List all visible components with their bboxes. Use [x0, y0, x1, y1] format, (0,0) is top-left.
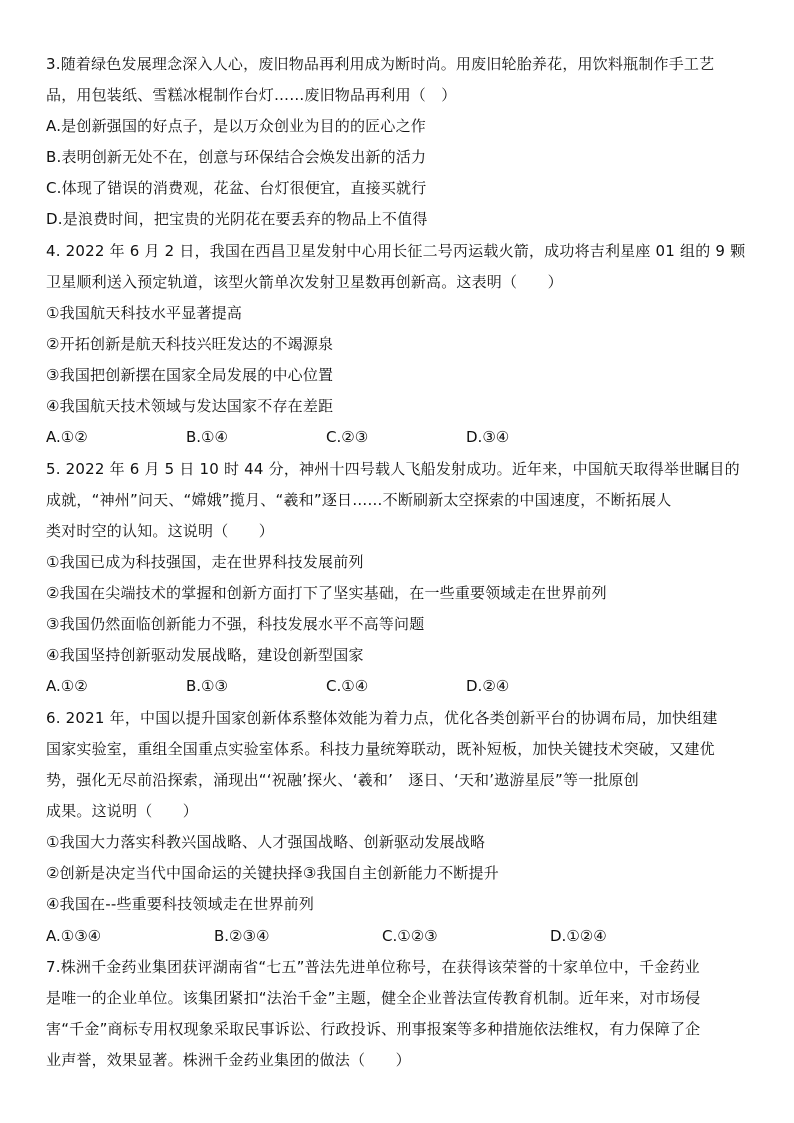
question-3-option-c: C.体现了错误的消费观，花盆、台灯很便宜，直接买就行 — [46, 179, 427, 197]
question-5-stem: 类对时空的认知。这说明（ ） — [46, 522, 275, 540]
question-6-option-b: B.②③④ — [214, 927, 270, 945]
question-4-stem: 卫星顺利送入预定轨道，该型火箭单次发射卫星数再创新高。这表明（ ） — [46, 273, 563, 291]
question-6-statement-1: ①我国大力落实科教兴国战略、人才强国战略、创新驱动发展战略 — [46, 833, 486, 851]
question-4-statement-4: ④我国航天技术领域与发达国家不存在差距 — [46, 397, 334, 415]
question-7-stem: 业声誉，效果显著。株洲千金药业集团的做法（ ） — [46, 1051, 411, 1069]
question-4-statement-3: ③我国把创新摆在国家全局发展的中心位置 — [46, 366, 334, 384]
question-5-option-d: D.②④ — [466, 677, 510, 695]
question-5-option-c: C.①④ — [326, 677, 369, 695]
question-4-option-b: B.①④ — [186, 428, 228, 446]
question-6-stem: 势，强化无尽前沿探索，涌现出“‘祝融’探火、‘羲和’ 逐日、‘天和’遨游星辰”等一批原创 — [46, 771, 639, 789]
question-4-stem: 4. 2022 年 6 月 2 日，我国在西昌卫星发射中心用长征二号丙运载火箭，成功将吉利星座 01 组的 9 颗 — [46, 242, 746, 260]
question-4-statement-1: ①我国航天科技水平显著提高 — [46, 304, 243, 322]
question-6-option-c: C.①②③ — [382, 927, 438, 945]
question-5-statement-1: ①我国已成为科技强国，走在世界科技发展前列 — [46, 553, 364, 571]
question-6-stem: 国家实验室，重组全国重点实验室体系。科技力量统筹联动，既补短板，加快关键技术突破，又建优 — [46, 740, 715, 758]
question-6-statement-2-3: ②创新是决定当代中国命运的关键抉择③我国自主创新能力不断提升 — [46, 864, 499, 882]
question-5-stem: 5. 2022 年 6 月 5 日 10 时 44 分，神州十四号载人飞船发射成功。近年来，中国航天取得举世瞩目的 — [46, 460, 740, 478]
question-7-stem: 害“千金”商标专用权现象采取民事诉讼、行政投诉、刑事报案等多种措施依法维权，有力保障了企 — [46, 1020, 701, 1038]
question-7-stem: 7.株洲千金药业集团获评湖南省“七五”普法先进单位称号，在获得该荣誉的十家单位中，千金药业 — [46, 958, 700, 976]
question-6-stem: 6. 2021 年，中国以提升国家创新体系整体效能为着力点，优化各类创新平台的协调布局，加快组建 — [46, 709, 718, 727]
question-3-option-b: B.表明创新无处不在，创意与环保结合会焕发出新的活力 — [46, 148, 427, 166]
question-3-stem: 品，用包装纸、雪糕冰棍制作台灯……废旧物品再利用（ ） — [46, 86, 457, 104]
question-5-statement-3: ③我国仍然面临创新能力不强，科技发展水平不高等问题 — [46, 615, 425, 633]
question-5-statement-2: ②我国在尖端技术的掌握和创新方面打下了坚实基础，在一些重要领域走在世界前列 — [46, 584, 607, 602]
question-3-stem: 3.随着绿色发展理念深入人心，废旧物品再利用成为断时尚。用废旧轮胎养花，用饮料瓶制作手工艺 — [46, 55, 715, 73]
question-6-statement-4: ④我国在--些重要科技领域走在世界前列 — [46, 895, 315, 913]
question-6-option-a: A.①③④ — [46, 927, 102, 945]
question-6-stem: 成果。这说明（ ） — [46, 802, 199, 820]
question-7-stem: 是唯一的企业单位。该集团紧扣“法治千金”主题，健全企业普法宣传教育机制。近年来，对市场侵 — [46, 989, 701, 1007]
question-4-option-c: C.②③ — [326, 428, 369, 446]
question-4-option-d: D.③④ — [466, 428, 510, 446]
question-5-statement-4: ④我国坚持创新驱动发展战略，建设创新型国家 — [46, 646, 364, 664]
question-4-statement-2: ②开拓创新是航天科技兴旺发达的不竭源泉 — [46, 335, 334, 353]
question-3-option-a: A.是创新强国的好点子，是以万众创业为目的的匠心之作 — [46, 117, 426, 135]
question-5-stem: 成就，“神州”问天、“嫦娥”揽月、“羲和”逐日……不断刷新太空探索的中国速度，不断拓展人 — [46, 491, 672, 509]
question-3-option-d: D.是浪费时间，把宝贵的光阴花在要丢弃的物品上不值得 — [46, 210, 428, 228]
question-6-option-d: D.①②④ — [550, 927, 607, 945]
question-5-option-a: A.①② — [46, 677, 88, 695]
question-5-option-b: B.①③ — [186, 677, 228, 695]
question-4-option-a: A.①② — [46, 428, 88, 446]
